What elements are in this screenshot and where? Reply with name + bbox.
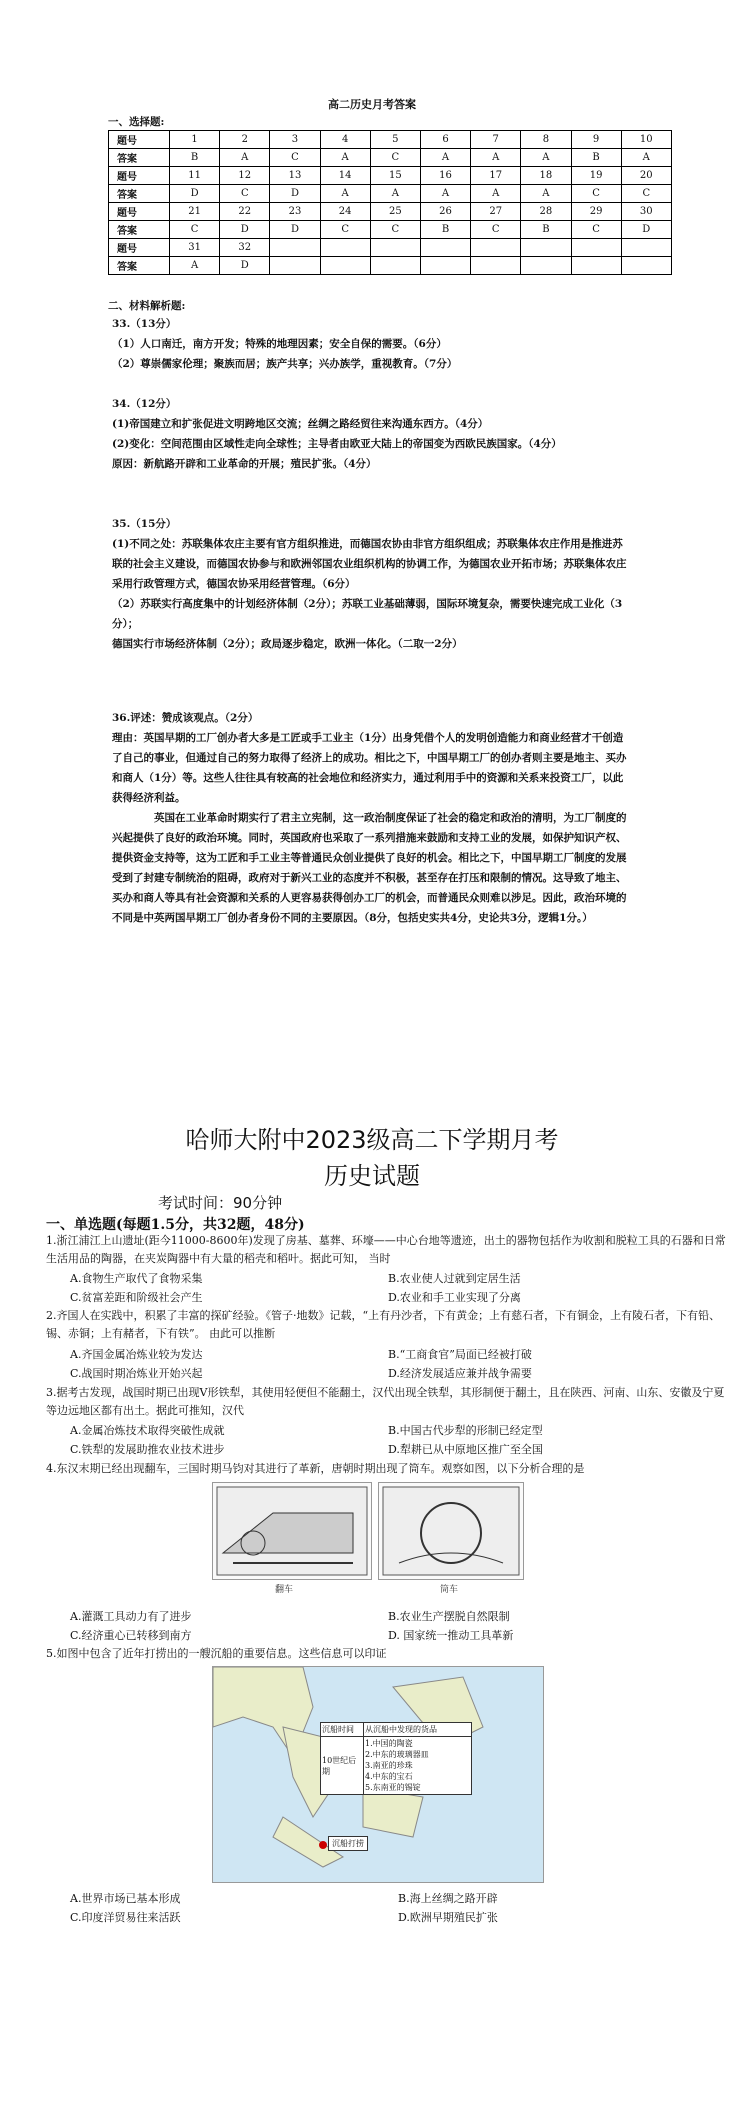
question-number-cell: 17 xyxy=(471,167,521,185)
question-number-cell: 5 xyxy=(370,131,420,149)
question-number-cell: 22 xyxy=(220,203,270,221)
answer-cell: C xyxy=(370,221,420,239)
fanche-caption: 翻车 xyxy=(275,1585,294,1595)
q1-option-b[interactable]: B.农业使人过就到定居生活 xyxy=(388,1272,521,1285)
section1-heading: 一、选择题: xyxy=(108,116,165,128)
answer-cell xyxy=(621,257,671,275)
row-label-answer: 答案 xyxy=(109,221,170,239)
question-number-cell: 11 xyxy=(170,167,220,185)
answer-table xyxy=(108,130,672,275)
q4-option-b[interactable]: B.农业生产摆脱自然限制 xyxy=(388,1610,510,1623)
q3-option-d[interactable]: D.犁耕已从中原地区推广至全国 xyxy=(388,1443,543,1456)
question-1 xyxy=(46,1232,726,1268)
exam-time: 考试时间：90分钟 xyxy=(158,1194,283,1212)
q36-para2: 英国在工业革命时期实行了君主立宪制，这一政治制度保证了社会的稳定和政治的清明，为工厂制度的兴起提供了良好的政治环境。同时，英国政府也采取了一系列措施来鼓励和支持工业的发展，如保护知识产权、提供资金支持等，这为工匠和手工业主等普通民众创业提供了良好的机会。相比之下，中国早期工厂制度的发展受到了封建专制统治的阻碍，政府对于新兴工业的态度并不积极，甚至存在打压和限制的情况。这导致了地主、买办和商人等具有社会资源和关系的人更容易获得创办工厂的机会，而普通民众则难以涉足。因此，政治环境的不同是中英两国早期工厂创办者身份不同的主要原因。（8分，包括史实共4分，史论共3分，逻辑1分。） xyxy=(112,812,627,924)
question-number-cell: 18 xyxy=(521,167,571,185)
q2-option-d[interactable]: D.经济发展适应兼并战争需要 xyxy=(388,1367,532,1380)
answer-cell xyxy=(521,257,571,275)
question-number-cell: 24 xyxy=(320,203,370,221)
question-number-cell: 30 xyxy=(621,203,671,221)
exam-title-line1: 哈师大附中2023级高二下学期月考 xyxy=(185,1126,559,1154)
q5-option-d[interactable]: D.欧洲早期殖民扩张 xyxy=(398,1911,498,1924)
q3-option-b[interactable]: B.中国古代步犁的形制已经定型 xyxy=(388,1424,543,1437)
answer-cell: D xyxy=(270,185,320,203)
q35-line3: 德国实行市场经济体制（2分）；政局逐步稳定，欧洲一体化。（二取一2分） xyxy=(112,638,463,650)
answer-cell: D xyxy=(621,221,671,239)
question-number-cell: 20 xyxy=(621,167,671,185)
q34-head: 34.（12分） xyxy=(112,398,177,410)
tongche-illustration xyxy=(378,1482,524,1580)
answer-cell: A xyxy=(420,149,470,167)
question-number-cell: 27 xyxy=(471,203,521,221)
q4-option-a[interactable]: A.灌溉工具动力有了进步 xyxy=(70,1610,192,1623)
question-4 xyxy=(46,1460,726,1478)
q1-option-a[interactable]: A.食物生产取代了食物采集 xyxy=(70,1272,203,1285)
question-number-cell: 21 xyxy=(170,203,220,221)
goods-item: 5.东南亚的锡锭 xyxy=(365,1783,421,1792)
question-number-row xyxy=(109,203,672,221)
question-stem: 2.齐国人在实践中，积累了丰富的探矿经验。《管子·地数》记载，“上有丹沙者，下有黄金；上有慈石者，下有铜金，上有陵石者，下有铅、锡、赤铜；上有赭者，下有铁”。 由此可以推断 xyxy=(46,1309,721,1340)
answer-cell: D xyxy=(220,221,270,239)
answer-cell: A xyxy=(471,185,521,203)
question-stem: 1.浙江浦江上山遗址(距今11000-8600年)发现了房基、墓葬、环壕——中心台地等遗迹，出土的器物包括作为收割和脱粒工具的石器和日常生活用品的陶器，在夹炭陶器中有大量的稻壳和稻叶。据此可知， 当时 xyxy=(46,1234,726,1265)
tongche-drawing xyxy=(379,1483,523,1579)
info-box-body xyxy=(321,1737,471,1794)
info-box-header xyxy=(321,1723,471,1737)
question-number-cell xyxy=(370,239,420,257)
exam-title-line2: 历史试题 xyxy=(324,1162,420,1190)
info-time: 10世纪后期 xyxy=(321,1737,364,1794)
q33-head: 33.（13分） xyxy=(112,318,177,330)
q1-option-d[interactable]: D.农业和手工业实现了分离 xyxy=(388,1291,521,1304)
answer-cell: A xyxy=(420,185,470,203)
q35-line1: (1)不同之处：苏联集体农庄主要有官方组织推进，而德国农协由非官方组织组成；苏联集体农庄作用是推进苏联的社会主义建设，而德国农协参与和欧洲邻国农业组织机构的协调工作，为德国农业开拓市场；苏联集体农庄采用行政管理方式，德国农协采用经营管理。（6分） xyxy=(112,538,627,590)
answer-row xyxy=(109,257,672,275)
question-stem: 5.如图中包含了近年打捞出的一艘沉船的重要信息。这些信息可以印证 xyxy=(46,1647,387,1660)
question-number-cell: 14 xyxy=(320,167,370,185)
answer-cell: A xyxy=(621,149,671,167)
section2-heading: 二、材料解析题: xyxy=(108,300,186,312)
row-label-answer: 答案 xyxy=(109,185,170,203)
answer-cell: D xyxy=(270,221,320,239)
q36-para1: 理由：英国早期的工厂创办者大多是工匠或手工业主（1分）出身凭借个人的发明创造能力和商业经营才干创造了自己的事业，但通过自己的努力取得了经济上的成功。相比之下，中国早期工厂的创办者则主要是地主、买办和商人（1分）等。这些人往往具有较高的社会地位和经济实力，通过利用手中的资源和关系来投资工厂，以此获得经济利益。 xyxy=(112,732,627,804)
q4-option-c[interactable]: C.经济重心已转移到南方 xyxy=(70,1629,192,1642)
answer-cell: D xyxy=(170,185,220,203)
answer-cell xyxy=(420,257,470,275)
answer-cell: C xyxy=(270,149,320,167)
answer-sheet-title: 高二历史月考答案 xyxy=(328,98,416,111)
q35-line2: （2）苏联实行高度集中的计划经济体制（2分）；苏联工业基础薄弱，国际环境复杂，需要快速完成工业化（3分）； xyxy=(112,598,623,630)
answer-cell: A xyxy=(521,149,571,167)
question-number-cell: 2 xyxy=(220,131,270,149)
question-3 xyxy=(46,1384,726,1420)
question-number-cell: 19 xyxy=(571,167,621,185)
question-number-cell: 1 xyxy=(170,131,220,149)
question-number-cell: 8 xyxy=(521,131,571,149)
goods-item: 4.中东的宝石 xyxy=(365,1772,413,1781)
q3-option-a[interactable]: A.金属冶炼技术取得突破性成就 xyxy=(70,1424,225,1437)
shipwreck-label: 沉船打捞 xyxy=(328,1836,368,1851)
q35-head: 35.（15分） xyxy=(112,518,177,530)
row-label-number: 题号 xyxy=(109,203,170,221)
question-number-cell xyxy=(571,239,621,257)
q34-line1: (1)帝国建立和扩张促进文明跨地区交流；丝绸之路经贸往来沟通东西方。（4分） xyxy=(112,418,489,430)
info-header-time: 沉船时间 xyxy=(321,1723,364,1736)
question-number-cell xyxy=(621,239,671,257)
answer-cell xyxy=(270,257,320,275)
exam-title xyxy=(0,1122,744,1194)
question-number-cell xyxy=(471,239,521,257)
answer-cell: A xyxy=(471,149,521,167)
q5-option-b[interactable]: B.海上丝绸之路开辟 xyxy=(398,1892,498,1905)
answer-cell: B xyxy=(571,149,621,167)
answer-cell xyxy=(320,257,370,275)
answer-cell: A xyxy=(320,149,370,167)
question-number-row xyxy=(109,167,672,185)
question-number-cell: 9 xyxy=(571,131,621,149)
question-number-cell: 3 xyxy=(270,131,320,149)
q33-answer xyxy=(112,314,632,374)
row-label-answer: 答案 xyxy=(109,257,170,275)
question-number-cell xyxy=(320,239,370,257)
question-number-row xyxy=(109,239,672,257)
answer-cell: C xyxy=(621,185,671,203)
answer-cell: A xyxy=(320,185,370,203)
answer-cell: C xyxy=(370,149,420,167)
answer-cell: A xyxy=(220,149,270,167)
answer-cell: C xyxy=(571,221,621,239)
goods-item: 3.南亚的珍珠 xyxy=(365,1761,413,1770)
question-5 xyxy=(46,1645,726,1663)
answer-cell: D xyxy=(220,257,270,275)
question-number-cell: 12 xyxy=(220,167,270,185)
q34-line2: (2)变化：空间范围由区域性走向全球性；主导者由欧亚大陆上的帝国变为西欧民族国家。（4分） xyxy=(112,438,562,450)
question-number-cell: 23 xyxy=(270,203,320,221)
question-stem: 4.东汉末期已经出现翻车，三国时期马钧对其进行了革新，唐朝时期出现了筒车。观察如图，以下分析合理的是 xyxy=(46,1462,585,1475)
answer-row xyxy=(109,185,672,203)
q2-option-b[interactable]: B.“工商食官”局面已经被打破 xyxy=(388,1348,532,1361)
question-number-cell: 26 xyxy=(420,203,470,221)
q34-answer xyxy=(112,394,632,474)
answer-cell: B xyxy=(521,221,571,239)
q2-option-c[interactable]: C.战国时期冶炼业开始兴起 xyxy=(70,1367,203,1380)
row-label-number: 题号 xyxy=(109,131,170,149)
question-number-cell: 7 xyxy=(471,131,521,149)
answer-cell: C xyxy=(220,185,270,203)
info-goods xyxy=(364,1737,430,1794)
question-number-row xyxy=(109,131,672,149)
tongche-caption: 筒车 xyxy=(440,1585,459,1595)
answer-cell: A xyxy=(170,257,220,275)
row-label-number: 题号 xyxy=(109,239,170,257)
question-number-cell: 4 xyxy=(320,131,370,149)
info-header-goods: 从沉船中发现的货品 xyxy=(365,1725,437,1734)
answer-row xyxy=(109,149,672,167)
question-stem: 3.据考古发现，战国时期已出现V形铁犁，其使用轻便但不能翻土，汉代出现全铁犁，其形制便于翻土，且在陕西、河南、山东、安徽及宁夏等边远地区都有出土。据此可推知，汉代 xyxy=(46,1386,725,1417)
shipwreck-info-box xyxy=(320,1722,472,1795)
goods-item: 2.中东的玻璃器皿 xyxy=(365,1750,429,1759)
question-number-cell xyxy=(521,239,571,257)
q2-option-a[interactable]: A.齐国金属冶炼业较为发达 xyxy=(70,1348,203,1361)
q33-line1: （1）人口南迁，南方开发；特殊的地理因素；安全自保的需要。（6分） xyxy=(112,338,447,350)
question-number-cell: 29 xyxy=(571,203,621,221)
q34-line3: 原因：新航路开辟和工业革命的开展；殖民扩张。（4分） xyxy=(112,458,377,470)
answer-cell: B xyxy=(170,149,220,167)
q5-option-c[interactable]: C.印度洋贸易往来活跃 xyxy=(70,1911,181,1924)
mc-section-header: 一、单选题(每题1.5分，共32题，48分) xyxy=(46,1217,305,1233)
q33-line2: （2）尊崇儒家伦理；聚族而居；族产共享；兴办族学，重视教育。（7分） xyxy=(112,358,458,370)
question-number-cell: 32 xyxy=(220,239,270,257)
question-2 xyxy=(46,1307,726,1343)
q1-option-c[interactable]: C.贫富差距和阶级社会产生 xyxy=(70,1291,203,1304)
q36-answer xyxy=(112,708,632,928)
question-number-cell: 15 xyxy=(370,167,420,185)
row-label-answer: 答案 xyxy=(109,149,170,167)
question-number-cell: 10 xyxy=(621,131,671,149)
answer-cell xyxy=(471,257,521,275)
q36-head: 36.评述：赞成该观点。（2分） xyxy=(112,712,259,724)
q35-answer xyxy=(112,514,632,654)
answer-row xyxy=(109,221,672,239)
q5-option-a[interactable]: A.世界市场已基本形成 xyxy=(70,1892,181,1905)
fanche-drawing xyxy=(213,1483,371,1579)
question-number-cell: 13 xyxy=(270,167,320,185)
question-number-cell: 31 xyxy=(170,239,220,257)
question-number-cell xyxy=(420,239,470,257)
answer-cell: C xyxy=(170,221,220,239)
question-number-cell xyxy=(270,239,320,257)
question-number-cell: 6 xyxy=(420,131,470,149)
q3-option-c[interactable]: C.铁犁的发展助推农业技术进步 xyxy=(70,1443,225,1456)
answer-cell xyxy=(571,257,621,275)
answer-cell: A xyxy=(521,185,571,203)
q4-option-d[interactable]: D. 国家统一推动工具革新 xyxy=(388,1629,514,1642)
question-number-cell: 25 xyxy=(370,203,420,221)
question-number-cell: 28 xyxy=(521,203,571,221)
answer-cell: A xyxy=(370,185,420,203)
answer-cell: B xyxy=(420,221,470,239)
answer-cell: C xyxy=(320,221,370,239)
goods-item: 1.中国的陶瓷 xyxy=(365,1739,413,1748)
answer-cell xyxy=(370,257,420,275)
row-label-number: 题号 xyxy=(109,167,170,185)
answer-cell: C xyxy=(571,185,621,203)
question-number-cell: 16 xyxy=(420,167,470,185)
answer-cell: C xyxy=(471,221,521,239)
fanche-illustration xyxy=(212,1482,372,1580)
